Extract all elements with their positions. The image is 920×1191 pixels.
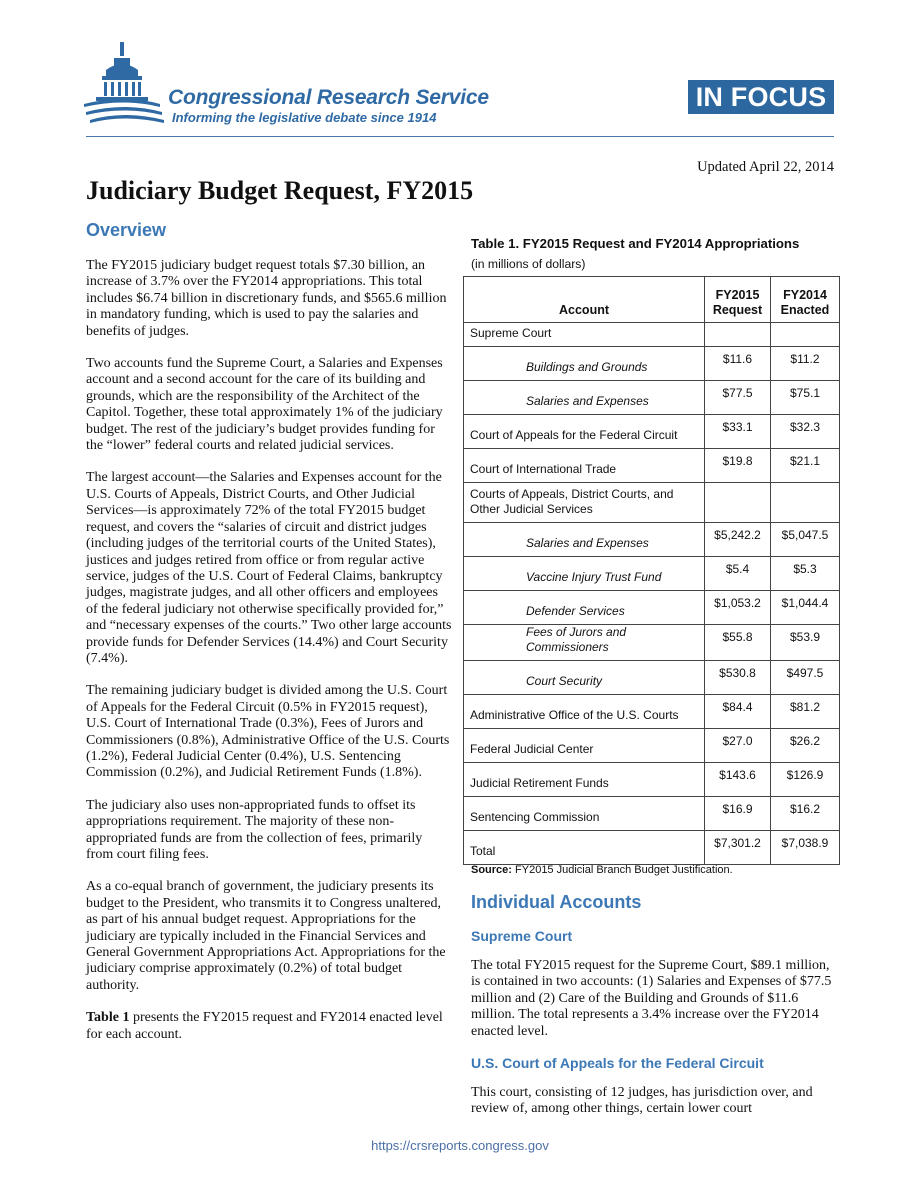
individual-accounts-heading: Individual Accounts	[471, 892, 642, 912]
overview-paragraph: The largest account—the Salaries and Expenses account for the U.S. Courts of Appeals, District Courts, and Other Judicial Services—is approximately 72% of the total FY2015 budget request, and covers the “salaries of circuit and district judges (including judges of the territorial courts of the United States), justices and judges retired from office or from regular active service, judges of the U.S. Court of Federal Claims, bankruptcy judges, magistrate judges, and all other officers and employees of the federal judiciary not otherwise specifically provided for,” and “necessary expenses of the courts.” Two other large accounts provide funds for Defender Services (14.4%) and Court Security (7.4%).	[86, 470, 452, 666]
overview-paragraph: As a co-equal branch of government, the judiciary presents its budget to the President, who transmits it to Congress unaltered, as part of his annual budget request. Appropriations for the judiciary are typically included in the Financial Services and General Government Appropriations Act. Appropriations for the judiciary comprise approximately (0.2%) of total budget authority.	[86, 879, 446, 993]
account-cell: Buildings and Grounds	[464, 347, 705, 381]
fy2015-cell	[705, 323, 771, 347]
table-row	[464, 523, 840, 557]
account-cell: Judicial Retirement Funds	[464, 763, 705, 797]
org-name: Congressional Research Service	[168, 86, 489, 109]
table-row	[464, 449, 840, 483]
fy2015-cell: $11.6	[705, 347, 771, 381]
capitol-dome-logo-icon	[84, 40, 166, 128]
account-cell: Fees of Jurors and Commissioners	[464, 625, 705, 661]
fy2015-cell: $143.6	[705, 763, 771, 797]
table-source	[471, 864, 733, 876]
fy2014-cell: $1,044.4	[771, 591, 840, 625]
account-cell: Sentencing Commission	[464, 797, 705, 831]
fy2014-cell: $75.1	[771, 381, 840, 415]
fy2015-cell: $19.8	[705, 449, 771, 483]
column-header-account: Account	[464, 277, 705, 323]
fy2014-cell: $21.1	[771, 449, 840, 483]
fy2015-cell: $77.5	[705, 381, 771, 415]
overview-paragraph: The FY2015 judiciary budget request totals $7.30 billion, an increase of 3.7% over the FY2014 appropriations. This total includes $6.74 billion in discretionary funds, and $565.6 million in mandatory funding, which is used to pay the salaries and benefits of judges.	[86, 258, 447, 339]
table-row	[464, 695, 840, 729]
table-row	[464, 831, 840, 865]
fy2014-cell: $5.3	[771, 557, 840, 591]
individual-accounts-section	[471, 892, 835, 1134]
fy2015-cell: $27.0	[705, 729, 771, 763]
table-row	[464, 763, 840, 797]
account-cell: Salaries and Expenses	[464, 523, 705, 557]
column-header-fy2015	[705, 277, 771, 323]
fy2014-cell: $53.9	[771, 625, 840, 661]
table-row	[464, 729, 840, 763]
fy2015-cell: $5,242.2	[705, 523, 771, 557]
account-cell: Supreme Court	[464, 323, 705, 347]
column-header-fy2014	[771, 277, 840, 323]
table-row	[464, 323, 840, 347]
table-row	[464, 557, 840, 591]
account-cell: Total	[464, 831, 705, 865]
header-divider	[86, 136, 834, 137]
fy2015-cell	[705, 483, 771, 523]
fy2014-cell: $26.2	[771, 729, 840, 763]
account-cell: Defender Services	[464, 591, 705, 625]
table-row	[464, 483, 840, 523]
overview-paragraph: The remaining judiciary budget is divided among the U.S. Court of Appeals for the Federal Circuit (0.5% in FY2015 request), U.S. Court of International Trade (0.3%), Fees of Jurors and Commissioners (0.8%), Administrative Office of the U.S. Courts (1.2%), Federal Judicial Center (0.4%), U.S. Sentencing Commission (0.2%), and Judicial Retirement Funds (1.8%).	[86, 683, 450, 781]
account-cell: Administrative Office of the U.S. Courts	[464, 695, 705, 729]
fy2015-cell: $530.8	[705, 661, 771, 695]
table-caption: Table 1. FY2015 Request and FY2014 Appropriations	[471, 236, 800, 251]
table-row	[464, 415, 840, 449]
fy2015-cell: $5.4	[705, 557, 771, 591]
source-text: FY2015 Judicial Branch Budget Justification.	[511, 864, 733, 876]
fy2014-cell: $16.2	[771, 797, 840, 831]
overview-section	[86, 220, 452, 1059]
overview-paragraph: Two accounts fund the Supreme Court, a Salaries and Expenses account and a second account for the care of its building and grounds, which are the responsibility of the Architect of the Capitol. Together, these total approximately 1% of the judiciary budget. The rest of the judiciary’s budget provides funding for the “lower” federal courts and related judicial services.	[86, 356, 443, 454]
fy2015-cell: $1,053.2	[705, 591, 771, 625]
fy2015-line2: Request	[712, 303, 763, 317]
table-header-row	[464, 277, 840, 323]
account-cell: Court of International Trade	[464, 449, 705, 483]
updated-date: Updated April 22, 2014	[697, 159, 834, 175]
table-row	[464, 797, 840, 831]
table-subcaption: (in millions of dollars)	[471, 257, 586, 271]
account-cell: Court Security	[464, 661, 705, 695]
table-row	[464, 347, 840, 381]
fy2014-line1: FY2014	[783, 288, 827, 302]
fy2014-line2: Enacted	[780, 303, 830, 317]
overview-paragraph: The judiciary also uses non-appropriated funds to offset its appropriations requirement. The majority of these non-appropriated funds are from the collection of fees, primarily from court filing fees.	[86, 797, 423, 862]
fy2014-cell	[771, 323, 840, 347]
account-cell: Federal Judicial Center	[464, 729, 705, 763]
fy2015-cell: $33.1	[705, 415, 771, 449]
table-reference-text: presents the FY2015 request and FY2014 enacted level for each account.	[86, 1010, 443, 1042]
table-row	[464, 661, 840, 695]
supreme-court-heading: Supreme Court	[471, 928, 573, 944]
fy2015-cell: $16.9	[705, 797, 771, 831]
fy2014-cell: $11.2	[771, 347, 840, 381]
budget-table	[463, 276, 840, 865]
federal-circuit-paragraph: This court, consisting of 12 judges, has jurisdiction over, and review of, among other things, certain lower court	[471, 1085, 813, 1117]
account-cell: Courts of Appeals, District Courts, and Other Judicial Services	[464, 483, 705, 523]
source-label: Source:	[471, 864, 512, 876]
table-reference-link: Table 1	[86, 1010, 130, 1026]
in-focus-badge: IN FOCUS	[688, 80, 834, 114]
fy2015-cell: $7,301.2	[705, 831, 771, 865]
fy2014-cell: $7,038.9	[771, 831, 840, 865]
account-cell: Court of Appeals for the Federal Circuit	[464, 415, 705, 449]
fy2014-cell	[771, 483, 840, 523]
footer-url-link[interactable]: https://crsreports.congress.gov	[371, 1138, 549, 1153]
org-tagline: Informing the legislative debate since 1914	[172, 110, 437, 125]
overview-heading: Overview	[86, 220, 167, 240]
account-cell: Salaries and Expenses	[464, 381, 705, 415]
table-reference-paragraph	[86, 1010, 452, 1043]
table-row	[464, 591, 840, 625]
page-title: Judiciary Budget Request, FY2015	[86, 176, 474, 205]
fy2015-line1: FY2015	[715, 288, 760, 302]
table-row	[464, 625, 840, 661]
fy2014-cell: $126.9	[771, 763, 840, 797]
table-row	[464, 381, 840, 415]
fy2014-cell: $32.3	[771, 415, 840, 449]
fy2014-cell: $81.2	[771, 695, 840, 729]
fy2015-cell: $84.4	[705, 695, 771, 729]
account-cell: Vaccine Injury Trust Fund	[464, 557, 705, 591]
fy2014-cell: $5,047.5	[771, 523, 840, 557]
supreme-court-paragraph: The total FY2015 request for the Supreme Court, $89.1 million, is contained in two accounts: (1) Salaries and Expenses of $77.5 million and (2) Care of the Building and Grounds of $11.6 million. The total represents a 3.4% increase over the FY2014 enacted level.	[471, 958, 832, 1039]
fy2014-cell: $497.5	[771, 661, 840, 695]
federal-circuit-heading: U.S. Court of Appeals for the Federal Circuit	[471, 1055, 764, 1072]
fy2015-cell: $55.8	[705, 625, 771, 661]
